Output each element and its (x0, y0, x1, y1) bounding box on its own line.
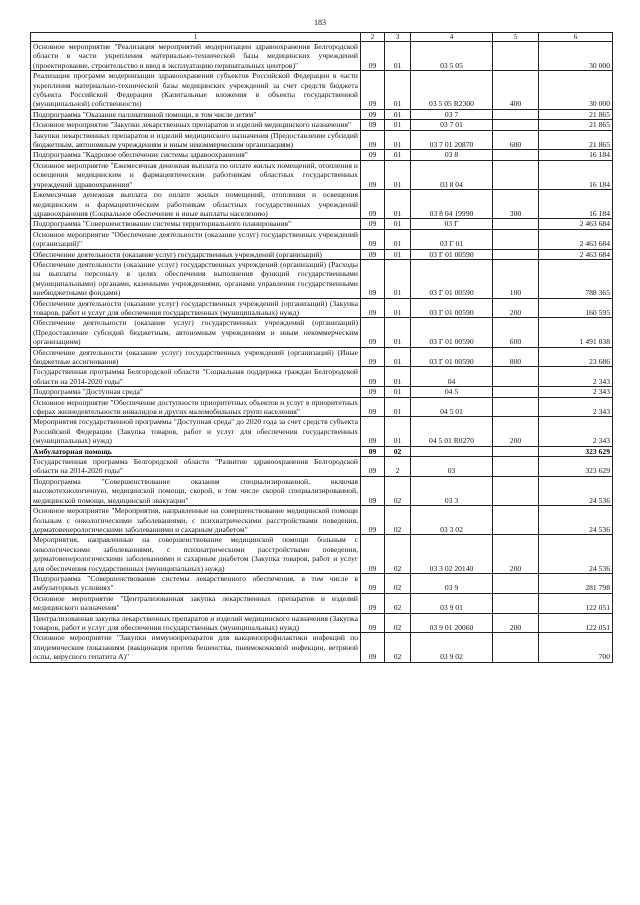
target-article-cell: 04 5 01 (411, 397, 493, 417)
section-code-cell: 09 (361, 397, 385, 417)
section-code-cell: 09 (361, 367, 385, 387)
row-name-cell: Государственная программа Белгородской области "Социальная поддержка граждан Белгородской области на 2014-2020 годы" (31, 367, 361, 387)
section-code-cell: 09 (361, 229, 385, 249)
subsection-code-cell: 01 (385, 318, 411, 347)
section-code-cell: 09 (361, 120, 385, 130)
row-name-cell: Ежемесячная денежная выплата по оплате жилых помещений, отопления и освещения медицинским и фармацевтическим работникам областных государственных учреждений здравоохранения (Социальное обеспечение и иные выплаты населению) (31, 190, 361, 219)
table-row (31, 318, 613, 347)
section-code-cell: 09 (361, 593, 385, 613)
target-article-cell: 03 Г 01 00590 (411, 259, 493, 298)
expense-type-cell: 200 (493, 613, 539, 633)
target-article-cell: 03 8 (411, 150, 493, 160)
table-row (31, 387, 613, 397)
row-name-cell: Подпрограмма "Совершенствование системы территориального планирования" (31, 219, 361, 229)
section-code-cell: 09 (361, 457, 385, 477)
section-code-cell: 09 (361, 190, 385, 219)
row-name-cell: Основное мероприятие "Ежемесячная денежная выплата по оплате жилых помещений, отопления и освещения медицинским и фармацевтическим работникам областных государственных учреждений здравоохранения" (31, 160, 361, 189)
expense-type-cell (493, 150, 539, 160)
target-article-cell: 03 7 (411, 109, 493, 119)
expense-type-cell (493, 633, 539, 662)
expense-type-cell: 300 (493, 190, 539, 219)
section-code-cell: 09 (361, 150, 385, 160)
table-row (31, 130, 613, 150)
target-article-cell (411, 446, 493, 456)
table-row (31, 71, 613, 110)
section-code-cell: 09 (361, 42, 385, 71)
table-row (31, 457, 613, 477)
table-row (31, 219, 613, 229)
amount-cell: 2 343 (539, 367, 613, 387)
expense-type-cell (493, 573, 539, 593)
target-article-cell: 03 9 02 (411, 633, 493, 662)
table-row (31, 120, 613, 130)
table-row (31, 613, 613, 633)
amount-cell: 2 463 684 (539, 229, 613, 249)
amount-cell: 30 000 (539, 42, 613, 71)
table-row (31, 249, 613, 259)
subsection-code-cell: 2 (385, 457, 411, 477)
amount-cell: 2 343 (539, 417, 613, 446)
expense-type-cell (493, 476, 539, 505)
table-row (31, 229, 613, 249)
row-name-cell: Подпрограмма "Совершенствование системы лекарственного обеспечения, в том числе в амбулаторных условиях" (31, 573, 361, 593)
target-article-cell: 03 3 02 (411, 506, 493, 535)
subsection-code-cell: 01 (385, 417, 411, 446)
expense-type-cell (493, 120, 539, 130)
expense-type-cell: 200 (493, 417, 539, 446)
expense-type-cell (493, 446, 539, 456)
amount-cell: 21 865 (539, 130, 613, 150)
subsection-code-cell: 01 (385, 130, 411, 150)
section-code-cell: 09 (361, 71, 385, 110)
row-name-cell: Основное мероприятие "Закупки иммунопрепаратов для вакцинопрофилактики инфекций по эпидемическим показаниям (вакцинация против бешенства, пневмококковой инфекции, ветряной оспы, вирусного гепатита А)" (31, 633, 361, 662)
page-number: 183 (314, 18, 326, 27)
row-name-cell: Государственная программа Белгородской области "Развитие здравоохранения Белгородской области на 2014-2020 годы" (31, 457, 361, 477)
subsection-code-cell: 01 (385, 160, 411, 189)
expense-type-cell: 600 (493, 130, 539, 150)
subsection-code-cell: 01 (385, 298, 411, 318)
table-row (31, 476, 613, 505)
amount-cell: 160 595 (539, 298, 613, 318)
expense-type-cell (493, 109, 539, 119)
subsection-code-cell: 01 (385, 249, 411, 259)
section-code-cell: 09 (361, 476, 385, 505)
target-article-cell: 04 5 (411, 387, 493, 397)
subsection-code-cell: 01 (385, 42, 411, 71)
expense-type-cell (493, 42, 539, 71)
row-name-cell: Подпрограмма "Оказание паллиативной помощи, в том числе детям" (31, 109, 361, 119)
section-code-cell: 09 (361, 109, 385, 119)
subsection-code-cell: 01 (385, 387, 411, 397)
subsection-code-cell: 02 (385, 446, 411, 456)
expense-type-cell (493, 249, 539, 259)
amount-cell: 16 184 (539, 160, 613, 189)
table-row (31, 190, 613, 219)
row-name-cell: Централизованная закупка лекарственных препаратов и изделий медицинского назначения (Закупка товаров, работ и услуг для обеспечения государственных (муниципальных) нужд) (31, 613, 361, 633)
section-code-cell: 09 (361, 249, 385, 259)
expense-type-cell (493, 593, 539, 613)
subsection-code-cell: 01 (385, 367, 411, 387)
section-code-cell: 09 (361, 573, 385, 593)
target-article-cell: 03 9 01 20060 (411, 613, 493, 633)
subsection-code-cell: 01 (385, 219, 411, 229)
amount-cell: 16 184 (539, 190, 613, 219)
table-row (31, 573, 613, 593)
subsection-code-cell: 01 (385, 71, 411, 110)
amount-cell: 2 463 684 (539, 219, 613, 229)
row-name-cell: Подпрограмма "Совершенствование оказания специализированной, включая высокотехнологичную, медицинской помощи, скорой, в том числе скорой специализированной, медицинской помощи, медицинской эвакуации" (31, 476, 361, 505)
section-code-cell: 09 (361, 259, 385, 298)
expense-type-cell: 200 (493, 298, 539, 318)
subsection-code-cell: 02 (385, 613, 411, 633)
section-code-cell: 09 (361, 387, 385, 397)
amount-cell: 122 051 (539, 613, 613, 633)
expense-type-cell: 600 (493, 318, 539, 347)
table-row (31, 535, 613, 574)
target-article-cell: 03 Г 01 (411, 229, 493, 249)
amount-cell: 788 365 (539, 259, 613, 298)
section-code-cell: 09 (361, 446, 385, 456)
table-row (31, 150, 613, 160)
subsection-code-cell: 01 (385, 397, 411, 417)
table-row (31, 160, 613, 189)
row-name-cell: Мероприятия, направленные на совершенствование медицинской помощи больным с онкологическими заболеваниями, с психиатрическими расстройствами поведения, дерматовенерологическими заболеваниями и сахарным диабетом (Закупка товаров, работ и услуг для обеспечения государственных (муниципальных) нужд) (31, 535, 361, 574)
col-header-5: 5 (493, 33, 539, 42)
table-row (31, 109, 613, 119)
amount-cell: 16 184 (539, 150, 613, 160)
amount-cell: 2 463 684 (539, 249, 613, 259)
col-header-3: 3 (385, 33, 411, 42)
expense-type-cell (493, 397, 539, 417)
amount-cell: 323 629 (539, 446, 613, 456)
expense-type-cell (493, 367, 539, 387)
amount-cell: 24 536 (539, 506, 613, 535)
section-code-cell: 09 (361, 613, 385, 633)
expense-type-cell (493, 229, 539, 249)
expense-type-cell: 200 (493, 535, 539, 574)
target-article-cell: 03 Г (411, 219, 493, 229)
subsection-code-cell: 01 (385, 190, 411, 219)
section-code-cell: 09 (361, 160, 385, 189)
row-name-cell: Основное мероприятие "Реализация мероприятий модернизации здравоохранения Белгородской области в части укрепления материально-технической базы медицинских учреждений (проектирование, строительство и ввод в эксплуатацию перинатальных центров)" (31, 42, 361, 71)
target-article-cell: 03 Г 01 00590 (411, 347, 493, 367)
target-article-cell: 03 (411, 457, 493, 477)
section-code-cell: 09 (361, 130, 385, 150)
section-code-cell: 09 (361, 347, 385, 367)
row-name-cell: Основное мероприятие "Централизованная закупка лекарственных препаратов и изделий медицинского назначения" (31, 593, 361, 613)
amount-cell: 24 536 (539, 535, 613, 574)
expense-type-cell (493, 387, 539, 397)
col-header-4: 4 (411, 33, 493, 42)
amount-cell: 24 536 (539, 476, 613, 505)
target-article-cell: 04 (411, 367, 493, 387)
table-row (31, 298, 613, 318)
target-article-cell: 03 Г 01 00590 (411, 249, 493, 259)
subsection-code-cell: 01 (385, 109, 411, 119)
subsection-code-cell: 01 (385, 120, 411, 130)
col-header-6: 6 (539, 33, 613, 42)
row-name-cell: Подпрограмма "Доступная среда" (31, 387, 361, 397)
target-article-cell: 03 5 05 (411, 42, 493, 71)
expense-type-cell: 800 (493, 347, 539, 367)
subsection-code-cell: 01 (385, 150, 411, 160)
table-row (31, 593, 613, 613)
column-number-row (31, 33, 613, 42)
target-article-cell: 04 5 01 R0270 (411, 417, 493, 446)
row-name-cell: Реализация программ модернизации здравоохранения субъектов Российской Федерации в части укрепления материально-технической базы медицинских учреждений за счет средств бюджета субъекта Российской Федерации (Капитальные вложения в объекты государственной (муниципальной) собственности) (31, 71, 361, 110)
expense-type-cell (493, 457, 539, 477)
amount-cell: 281 798 (539, 573, 613, 593)
amount-cell: 21 865 (539, 109, 613, 119)
target-article-cell: 03 3 (411, 476, 493, 505)
table-row (31, 367, 613, 387)
subsection-code-cell: 01 (385, 259, 411, 298)
expense-type-cell: 100 (493, 259, 539, 298)
subsection-code-cell: 02 (385, 535, 411, 574)
target-article-cell: 03 Г 01 00590 (411, 318, 493, 347)
amount-cell: 323 629 (539, 457, 613, 477)
target-article-cell: 03 5 05 R2300 (411, 71, 493, 110)
expense-type-cell (493, 219, 539, 229)
table-row (31, 397, 613, 417)
target-article-cell: 03 8 04 19990 (411, 190, 493, 219)
target-article-cell: 03 9 01 (411, 593, 493, 613)
subsection-code-cell: 02 (385, 633, 411, 662)
table-row (31, 633, 613, 662)
table-row (31, 347, 613, 367)
section-code-cell: 09 (361, 318, 385, 347)
row-name-cell: Основное мероприятие "Мероприятия, направленные на совершенствование медицинской помощи больным с онкологическими заболеваниями, с психиатрическими расстройствами поведения, дерматовенерологическими заболеваниями и сахарным диабетом" (31, 506, 361, 535)
table-row (31, 446, 613, 456)
row-name-cell: Мероприятия государственной программы "Доступная среда" до 2020 года за счет средств субъекта Российской Федерации (Закупка товаров, работ и услуг для обеспечения государственных (муниципальных) нужд) (31, 417, 361, 446)
amount-cell: 700 (539, 633, 613, 662)
col-header-2: 2 (361, 33, 385, 42)
target-article-cell: 03 Г 01 00590 (411, 298, 493, 318)
subsection-code-cell: 02 (385, 476, 411, 505)
row-name-cell: Обеспечение деятельности (оказание услуг) государственных учреждений (организаций) (Иные бюджетные ассигнования) (31, 347, 361, 367)
row-name-cell: Обеспечение деятельности (оказание услуг) государственных учреждений (организаций) (Предоставление субсидий бюджетным, автономным учреждениям и иным некоммерческим организациям) (31, 318, 361, 347)
amount-cell: 122 051 (539, 593, 613, 613)
target-article-cell: 03 9 (411, 573, 493, 593)
row-name-cell: Основное мероприятие "Обеспечение доступности приоритетных объектов и услуг в приоритетных сферах жизнедеятельности инвалидов и других маломобильных групп населения" (31, 397, 361, 417)
row-name-cell: Основное мероприятие "Закупки лекарственных препаратов и изделий медицинского назначения" (31, 120, 361, 130)
table-row (31, 42, 613, 71)
amount-cell: 1 491 038 (539, 318, 613, 347)
expense-type-cell (493, 160, 539, 189)
row-name-cell: Закупки лекарственных препаратов и изделий медицинского назначения (Предоставление субсидий бюджетным, автономным учреждениям и иным некоммерческим организациям) (31, 130, 361, 150)
table-row (31, 259, 613, 298)
expense-type-cell: 400 (493, 71, 539, 110)
amount-cell: 2 343 (539, 397, 613, 417)
target-article-cell: 03 8 04 (411, 160, 493, 189)
amount-cell: 21 865 (539, 120, 613, 130)
row-name-cell: Обеспечение деятельности (оказание услуг) государственных учреждений (организаций) (Расходы на выплаты персоналу в целях обеспечения выполнения функций государственными (муниципальными) органами, казенными учреждениями, органами управления государственными внебюджетными фондами) (31, 259, 361, 298)
target-article-cell: 03 7 01 (411, 120, 493, 130)
section-code-cell: 09 (361, 219, 385, 229)
col-header-1: 1 (31, 33, 361, 42)
section-code-cell: 09 (361, 298, 385, 318)
table-row (31, 506, 613, 535)
expense-type-cell (493, 506, 539, 535)
row-name-cell: Подпрограмма "Кадровое обеспечение системы здравоохранения" (31, 150, 361, 160)
amount-cell: 30 000 (539, 71, 613, 110)
subsection-code-cell: 02 (385, 593, 411, 613)
row-name-cell: Обеспечение деятельности (оказание услуг) государственных учреждений (организаций) (Закупка товаров, работ и услуг для обеспечения государственных (муниципальных) нужд) (31, 298, 361, 318)
subsection-code-cell: 02 (385, 573, 411, 593)
row-name-cell: Обеспечение деятельности (оказание услуг) государственных учреждений (организаций) (31, 249, 361, 259)
amount-cell: 23 686 (539, 347, 613, 367)
target-article-cell: 03 3 02 20140 (411, 535, 493, 574)
budget-table (30, 32, 613, 663)
subsection-code-cell: 01 (385, 347, 411, 367)
table-row (31, 417, 613, 446)
row-name-cell: Амбулаторная помощь (31, 446, 361, 456)
section-code-cell: 09 (361, 506, 385, 535)
row-name-cell: Основное мероприятие "Обеспечение деятельности (оказание услуг) государственных учреждений (организаций)" (31, 229, 361, 249)
section-code-cell: 09 (361, 535, 385, 574)
target-article-cell: 03 7 01 20870 (411, 130, 493, 150)
subsection-code-cell: 01 (385, 229, 411, 249)
subsection-code-cell: 02 (385, 506, 411, 535)
section-code-cell: 09 (361, 417, 385, 446)
amount-cell: 2 343 (539, 387, 613, 397)
section-code-cell: 09 (361, 633, 385, 662)
